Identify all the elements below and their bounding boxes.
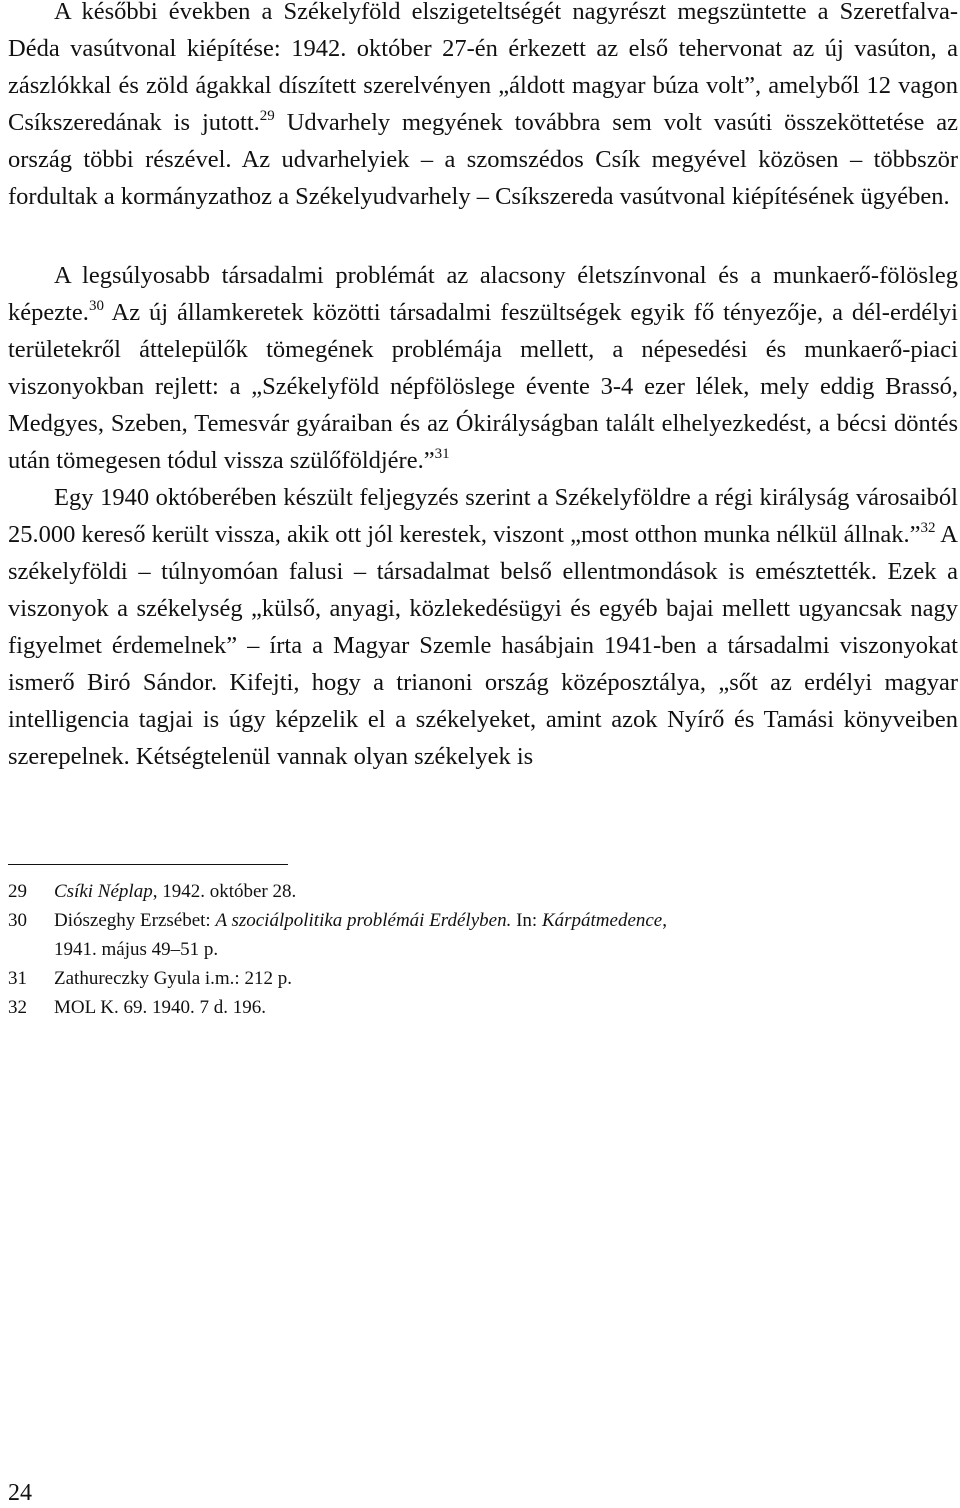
footnote-source-title: A szociálpolitika problémái Erdélyben. <box>215 910 512 931</box>
footnote-comma: , <box>662 910 667 931</box>
paragraph-social-text-a: A legsúlyosabb társadalmi problémát az alacsony életszínvonal és a munkaerő-fölösleg képezte. <box>8 262 958 326</box>
footnote-29 <box>8 877 958 906</box>
footnote-text: Zathureczky Gyula i.m.: 212 p. <box>54 968 292 989</box>
footnote-30 <box>8 906 958 964</box>
footnote-number: 30 <box>8 910 27 931</box>
paragraph-railway-text-a: A későbbi években a Székelyföld elszigeteltségét nagyrészt megszüntette a Szeretfalva-Déda vasútvonal kiépítése: 1942. október 27-én érkezett az első tehervonat az új vasúton, a zászlókkal és zöld ágakkal díszített szerelvényen „áldott magyar búza volt”, amelyből 12 vagon Csíkszeredának is jutott. <box>8 0 958 136</box>
footnote-source-detail: , 1942. október 28. <box>152 881 297 902</box>
paragraph-1940-text-b: A székelyföldi – túlnyomóan falusi – társadalmat belső ellentmondások is emésztették. Ezek a viszonyok a székelység „külső, anyagi, közlekedésügyi és egyéb bajai mellett ugyancsak nagy figyelmet érdemelnek” – írta a Magyar Szemle hasábjain 1941-ben a társadalmi viszonyokat ismerő Biró Sándor. Kifejti, hogy a trianoni ország középosztálya, „sőt az erdélyi magyar intelligencia tagjai is úgy képzelik el a székelyeket, amint azok Nyírő és Tamási könyveiben szerepelnek. Kétségtelenül vannak olyan székelyek is <box>8 521 959 770</box>
paragraph-1940-note <box>8 479 958 775</box>
body-text <box>8 0 958 775</box>
footnote-author: Diószeghy Erzsébet: <box>54 910 216 931</box>
footnote-text <box>54 906 958 964</box>
document-page <box>8 0 958 1022</box>
footnote-journal-title: Kárpátmedence <box>541 910 663 931</box>
footnote-source-title: Csíki Néplap <box>54 881 153 902</box>
paragraph-railway <box>8 0 958 215</box>
footnote-text: MOL K. 69. 1940. 7 d. 196. <box>54 997 266 1018</box>
footnote-in: In: <box>511 910 542 931</box>
footnote-31 <box>8 964 958 993</box>
footnotes <box>8 877 958 1022</box>
footnote-number: 29 <box>8 881 27 902</box>
footnote-32 <box>8 993 958 1022</box>
footnote-ref-29: 29 <box>259 108 275 124</box>
paragraph-social-text-b: Az új államkeretek közötti társadalmi feszültségek egyik fő tényezője, a dél-erdélyi területekről áttelepülők tömegének problémája mellett, a népesedési és munkaerő-piaci viszonyokban rejlett: a „Székelyföld népfölöslege évente 3-4 ezer lélek, mely eddig Brassó, Medgyes, Szeben, Temesvár gyáraiban és az Ókirályságban talált elhelyezkedést, a bécsi döntés után tömegesen tódul vissza szülőföldjére.” <box>8 299 958 474</box>
footnote-ref-32: 32 <box>920 520 936 536</box>
paragraph-social-problems <box>8 257 958 479</box>
paragraph-railway-text-b: Udvarhely megyének továbbra sem volt vasúti összeköttetése az ország többi részével. Az udvarhelyiek – a szomszédos Csík megyével közösen – többször fordultak a kormányzathoz a Székelyudvarhely – Csíkszereda vasútvonal kiépítésének ügyében. <box>8 109 958 210</box>
paragraph-1940-text-a: Egy 1940 októberében készült feljegyzés szerint a Székelyföldre a régi királyság városaiból 25.000 kereső került vissza, akik ott jól kerestek, viszont „most otthon munka nélkül állnak.” <box>8 484 958 548</box>
footnote-number: 32 <box>8 997 27 1018</box>
footnote-number: 31 <box>8 968 27 989</box>
page-number: 24 <box>8 1480 32 1506</box>
footnote-source-detail: 1941. május 49–51 p. <box>54 939 219 960</box>
footnote-text <box>54 877 958 906</box>
footnote-ref-31: 31 <box>434 446 450 462</box>
footnote-ref-30: 30 <box>88 298 104 314</box>
footnote-separator <box>8 864 288 865</box>
